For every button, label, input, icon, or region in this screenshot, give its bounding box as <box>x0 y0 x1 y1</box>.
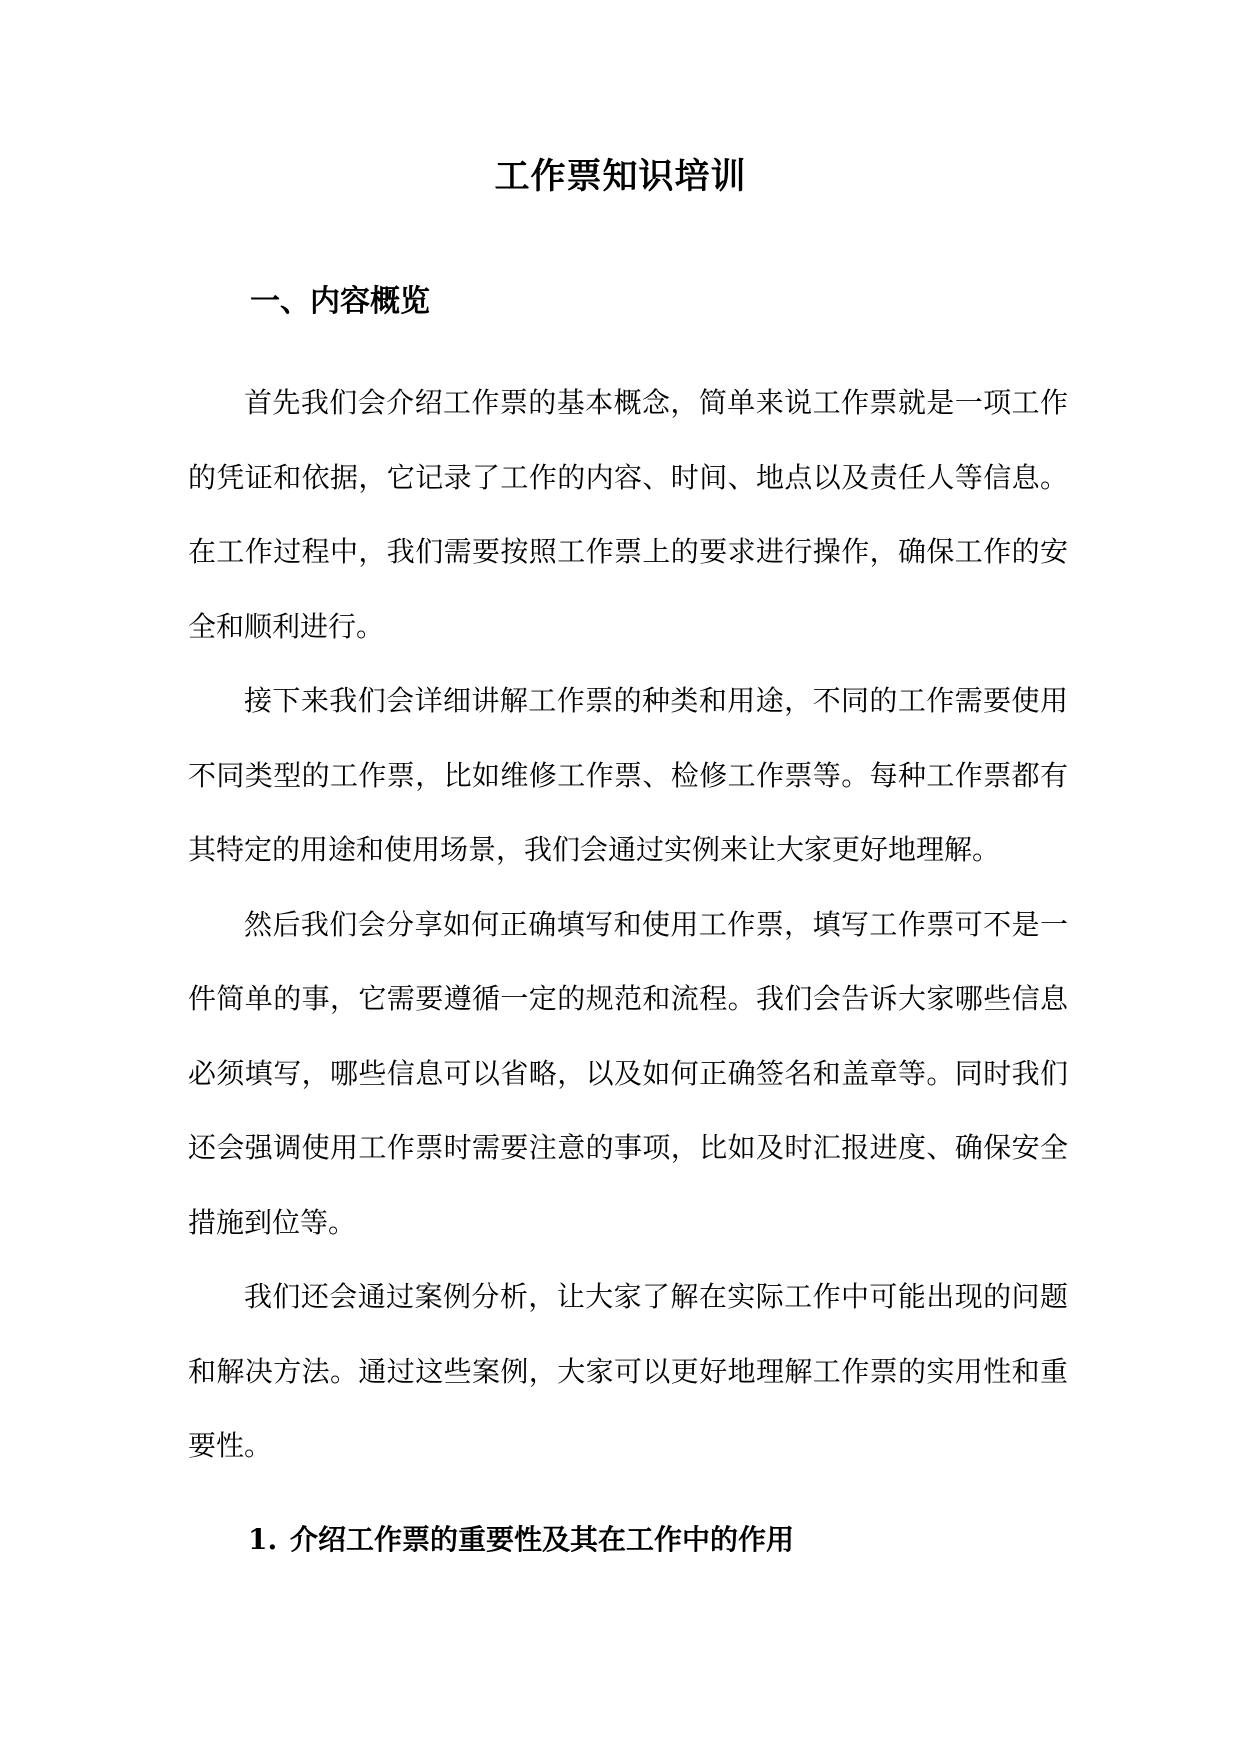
sub-heading-number: 1. <box>248 1523 278 1556</box>
paragraph-1: 首先我们会介绍工作票的基本概念，简单来说工作票就是一项工作的凭证和依据，它记录了工作的内容、时间、地点以及责任人等信息。在工作过程中，我们需要按照工作票上的要求进行操作，确保工作的安全和顺利进行。 <box>188 386 1068 643</box>
body-text <box>188 366 1068 1484</box>
section-heading: 一、内容概览 <box>250 284 430 319</box>
document-title: 工作票知识培训 <box>494 156 747 197</box>
sub-heading-text: 介绍工作票的重要性及其在工作中的作用 <box>290 1523 795 1556</box>
paragraph-4: 我们还会通过案例分析，让大家了解在实际工作中可能出现的问题和解决方法。通过这些案例，大家可以更好地理解工作票的实用性和重要性。 <box>188 1280 1068 1462</box>
paragraph-2: 接下来我们会详细讲解工作票的种类和用途，不同的工作需要使用不同类型的工作票，比如维修工作票、检修工作票等。每种工作票都有其特定的用途和使用场景，我们会通过实例来让大家更好地理解。 <box>188 684 1068 866</box>
paragraph-3: 然后我们会分享如何正确填写和使用工作票，填写工作票可不是一件简单的事，它需要遵循一定的规范和流程。我们会告诉大家哪些信息必须填写，哪些信息可以省略，以及如何正确签名和盖章等。同时我们还会强调使用工作票时需要注意的事项，比如及时汇报进度、确保安全措施到位等。 <box>188 907 1068 1239</box>
sub-heading <box>248 1518 794 1562</box>
